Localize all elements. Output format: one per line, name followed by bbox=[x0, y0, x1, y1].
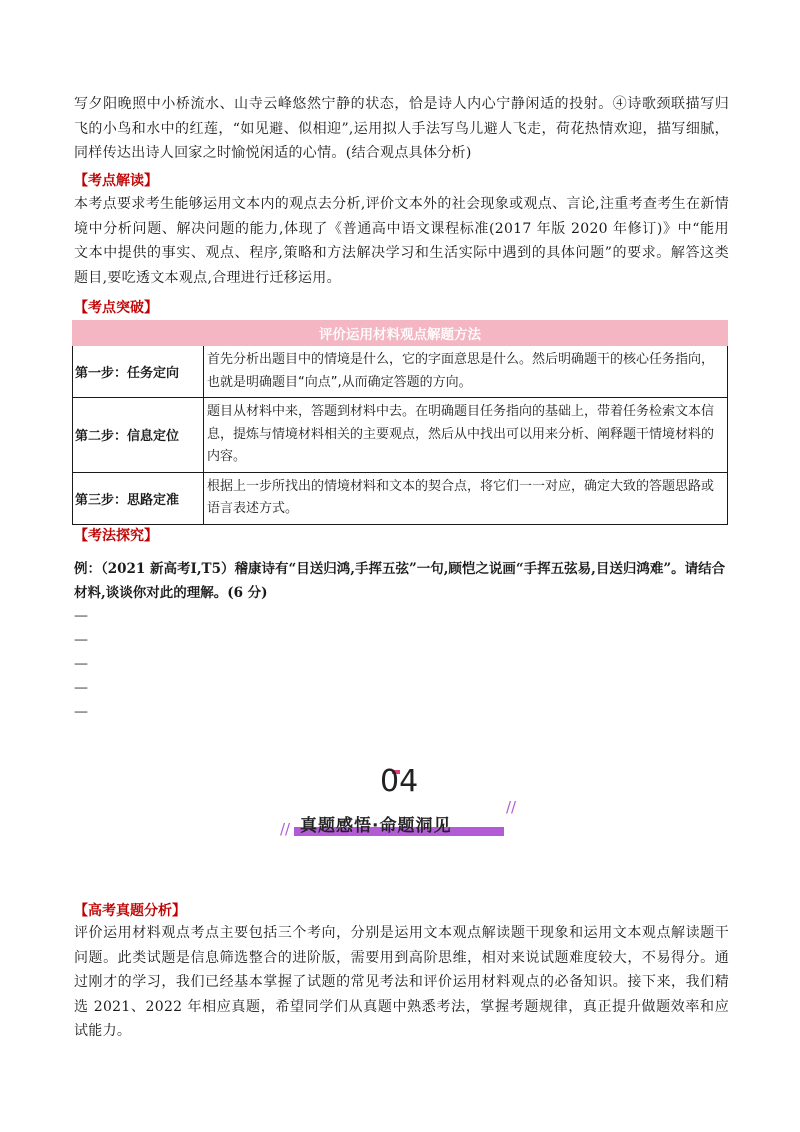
answer-line: — bbox=[74, 632, 88, 648]
gaokao-fenxi-heading: 【高考真题分析】 bbox=[74, 903, 186, 919]
step-description: 题目从材料中来，答题到材料中去。在明确题目任务指向的基础上，带着任务检索文本信息，提炼与情境材料相关的主要观点，然后从中找出可以用来分析、阐释题干情境材料的内容。 bbox=[204, 398, 728, 473]
intro-paragraph: 写夕阳晚照中小桥流水、山寺云峰悠然宁静的状态，恰是诗人内心宁静闲适的投射。④诗歌颈联描写归飞的小鸟和水中的红莲，“如见避、似相迎”,运用拟人手法写鸟儿避人飞走，荷花热情欢迎，描写细腻，同样传达出诗人回家之时愉悦闲适的心情。(结合观点具体分析) bbox=[74, 96, 729, 161]
kaodian-tupo-heading: 【考点突破】 bbox=[74, 300, 158, 316]
table-row bbox=[73, 346, 728, 398]
answer-line: — bbox=[74, 680, 88, 696]
gaokao-fenxi-text: 评价运用材料观点考点主要包括三个考向，分别是运用文本观点解读题干现象和运用文本观点解读题干问题。此类试题是信息筛选整合的进阶版，需要用到高阶思维，相对来说试题难度较大，不易得分。通过刚才的学习，我们已经基本掌握了试题的常见考法和评价运用材料观点的必备知识。接下来，我们精选 2021、2022 年相应真题，希望同学们从真题中熟悉考法，掌握考题规律，真正提升做题效率和应试能力。 bbox=[74, 925, 729, 1039]
answer-line: — bbox=[74, 656, 88, 672]
table-row bbox=[73, 398, 728, 473]
step-label: 第三步：思路定准 bbox=[73, 472, 204, 524]
answer-line: — bbox=[74, 608, 88, 624]
method-table-title: 评价运用材料观点解题方法 bbox=[73, 321, 728, 346]
decor-slash-right: // bbox=[506, 798, 517, 816]
kaodian-jiedu-text: 本考点要求考生能够运用文本内的观点去分析,评价文本外的社会现象或观点、言论,注重考查考生在新情境中分析问题、解决问题的能力,体现了《普通高中语文课程标准(2017 年版 2020 年修订)》中“能用文本中提供的事实、观点、程序,策略和方法解决学习和生活实际中遇到的具体问题”的要求。解答这类题目,要吃透文本观点,合理进行迁移运用。 bbox=[74, 196, 729, 286]
step-label: 第一步：任务定向 bbox=[73, 346, 204, 398]
step-label: 第二步：信息定位 bbox=[73, 398, 204, 473]
section-title: 真题感悟·命题洞见 bbox=[300, 816, 452, 836]
table-row bbox=[73, 472, 728, 524]
kaodian-jiedu-heading: 【考点解读】 bbox=[74, 173, 158, 189]
step-description: 根据上一步所找出的情境材料和文本的契合点，将它们一一对应，确定大致的答题思路或语言表述方式。 bbox=[204, 472, 728, 524]
section-number: 04 bbox=[380, 764, 419, 799]
answer-line: — bbox=[74, 704, 88, 720]
step-description: 首先分析出题目中的情境是什么，它的字面意思是什么。然后明确题干的核心任务指向，也就是明确题目“向点”,从而确定答题的方向。 bbox=[204, 346, 728, 398]
decor-slash-left: // bbox=[280, 820, 291, 838]
kaofa-tanjiu-heading: 【考法探究】 bbox=[74, 528, 158, 544]
example-question: 例：（2021 新高考Ⅰ,T5）稽康诗有“目送归鸿,手挥五弦”一句,顾恺之说画“手挥五弦易,目送归鸿难”。请结合材料,谈谈你对此的理解。(6 分) bbox=[74, 561, 726, 601]
method-table bbox=[72, 320, 728, 525]
